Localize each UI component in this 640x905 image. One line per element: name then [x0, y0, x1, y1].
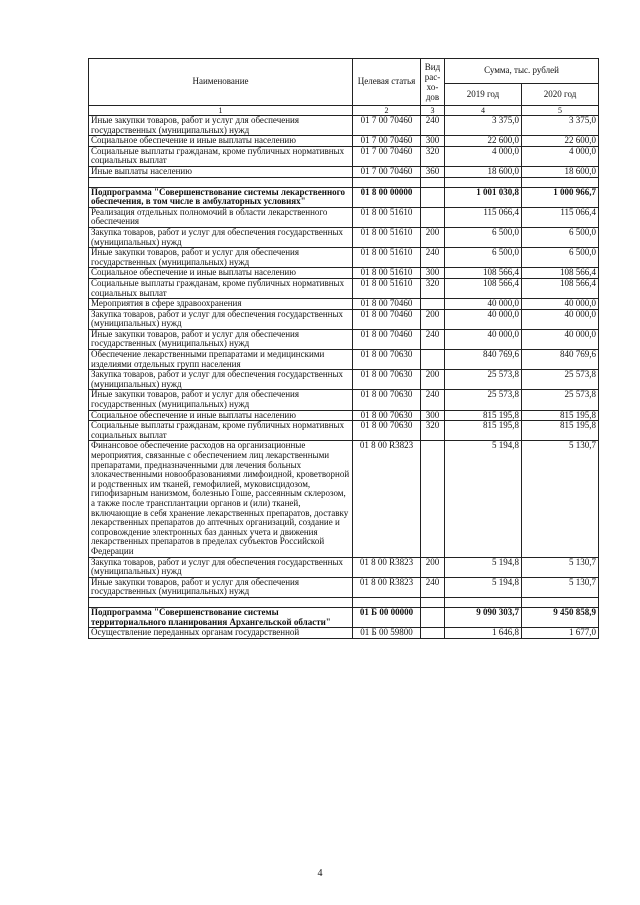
table-row: [89, 309, 599, 329]
spacer-cell: [421, 597, 445, 607]
header-expense-type: Вид рас- хо- дов: [421, 59, 445, 106]
row-expense-type-cell: 240: [421, 116, 445, 136]
row-expense-type-cell: 200: [421, 309, 445, 329]
row-expense-type-cell: 200: [421, 227, 445, 247]
row-value-2019-cell: 815 195,8: [445, 421, 522, 441]
table-row: [89, 166, 599, 177]
row-value-2019-cell: 815 195,8: [445, 410, 522, 421]
row-value-2019-cell: 5 194,8: [445, 441, 522, 557]
row-code-cell: 01 8 00 51610: [353, 268, 421, 279]
spacer-cell: [89, 177, 353, 187]
table-row: [89, 248, 599, 268]
row-value-2019-cell: 22 600,0: [445, 136, 522, 147]
table-row: [89, 421, 599, 441]
row-expense-type-cell: [421, 350, 445, 370]
row-value-2019-cell: 18 600,0: [445, 166, 522, 177]
row-name-cell: Иные закупки товаров, работ и услуг для обеспечения государственных (муниципальных) нужд: [89, 116, 353, 136]
row-expense-type-cell: 240: [421, 390, 445, 410]
row-value-2019-cell: 4 000,0: [445, 146, 522, 166]
row-value-2020-cell: 1 000 966,7: [522, 187, 599, 207]
row-expense-type-cell: 200: [421, 557, 445, 577]
row-name-cell: Социальное обеспечение и иные выплаты населению: [89, 136, 353, 147]
budget-table: [88, 58, 599, 639]
table-row: [89, 278, 599, 298]
table-row: [89, 136, 599, 147]
row-code-cell: 01 7 00 70460: [353, 166, 421, 177]
row-value-2020-cell: 40 000,0: [522, 329, 599, 349]
row-code-cell: 01 8 00 70630: [353, 410, 421, 421]
table-row: [89, 146, 599, 166]
table-row: [89, 207, 599, 227]
row-code-cell: 01 8 00 R3823: [353, 441, 421, 557]
row-expense-type-cell: [421, 607, 445, 627]
row-name-cell: Иные выплаты населению: [89, 166, 353, 177]
row-code-cell: 01 8 00 70630: [353, 350, 421, 370]
row-value-2020-cell: 4 000,0: [522, 146, 599, 166]
column-numbers-row: [89, 106, 599, 116]
column-number: 5: [522, 106, 599, 116]
row-code-cell: 01 8 00 R3823: [353, 557, 421, 577]
row-value-2019-cell: 6 500,0: [445, 248, 522, 268]
table-row: [89, 628, 599, 639]
spacer-cell: [353, 177, 421, 187]
column-number: 4: [445, 106, 522, 116]
row-expense-type-cell: 240: [421, 329, 445, 349]
table-row: [89, 299, 599, 310]
row-name-cell: Социальные выплаты гражданам, кроме публичных нормативных социальных выплат: [89, 421, 353, 441]
table-row: [89, 390, 599, 410]
spacer-cell: [522, 177, 599, 187]
row-value-2019-cell: 25 573,8: [445, 370, 522, 390]
row-code-cell: 01 8 00 51610: [353, 278, 421, 298]
row-code-cell: 01 8 00 70630: [353, 421, 421, 441]
row-name-cell: Социальные выплаты гражданам, кроме публичных нормативных социальных выплат: [89, 146, 353, 166]
row-code-cell: 01 8 00 70630: [353, 390, 421, 410]
row-value-2019-cell: 115 066,4: [445, 207, 522, 227]
row-expense-type-cell: [421, 187, 445, 207]
row-code-cell: 01 7 00 70460: [353, 136, 421, 147]
row-expense-type-cell: 360: [421, 166, 445, 177]
spacer-cell: [445, 177, 522, 187]
row-expense-type-cell: 240: [421, 248, 445, 268]
row-value-2020-cell: 3 375,0: [522, 116, 599, 136]
row-value-2020-cell: 108 566,4: [522, 278, 599, 298]
table-row: [89, 329, 599, 349]
row-value-2020-cell: 5 130,7: [522, 441, 599, 557]
row-value-2019-cell: 6 500,0: [445, 227, 522, 247]
row-value-2019-cell: 840 769,6: [445, 350, 522, 370]
row-name-cell: Мероприятия в сфере здравоохранения: [89, 299, 353, 310]
row-name-cell: Иные закупки товаров, работ и услуг для обеспечения государственных (муниципальных) нужд: [89, 248, 353, 268]
row-expense-type-cell: 320: [421, 146, 445, 166]
spacer-cell: [445, 597, 522, 607]
row-value-2020-cell: 9 450 858,9: [522, 607, 599, 627]
row-code-cell: 01 Б 00 59800: [353, 628, 421, 639]
row-value-2019-cell: 1 001 030,8: [445, 187, 522, 207]
row-expense-type-cell: 320: [421, 421, 445, 441]
row-value-2019-cell: 25 573,8: [445, 390, 522, 410]
header-row: [89, 59, 599, 84]
spacer-cell: [89, 597, 353, 607]
row-name-cell: Реализация отдельных полномочий в области лекарственного обеспечения: [89, 207, 353, 227]
row-code-cell: 01 8 00 00000: [353, 187, 421, 207]
row-value-2020-cell: 6 500,0: [522, 227, 599, 247]
row-code-cell: 01 8 00 70460: [353, 299, 421, 310]
row-value-2020-cell: 5 130,7: [522, 577, 599, 597]
row-value-2019-cell: 5 194,8: [445, 557, 522, 577]
spacer-cell: [522, 597, 599, 607]
spacer-row: [89, 597, 599, 607]
row-value-2020-cell: 115 066,4: [522, 207, 599, 227]
row-value-2020-cell: 25 573,8: [522, 390, 599, 410]
row-expense-type-cell: 320: [421, 278, 445, 298]
row-value-2020-cell: 40 000,0: [522, 299, 599, 310]
row-expense-type-cell: 300: [421, 410, 445, 421]
row-value-2019-cell: 5 194,8: [445, 577, 522, 597]
spacer-cell: [353, 597, 421, 607]
table-row: [89, 410, 599, 421]
spacer-row: [89, 177, 599, 187]
row-expense-type-cell: [421, 441, 445, 557]
row-value-2020-cell: 40 000,0: [522, 309, 599, 329]
row-value-2019-cell: 9 090 303,7: [445, 607, 522, 627]
row-expense-type-cell: [421, 207, 445, 227]
page-number: 4: [317, 868, 323, 879]
row-code-cell: 01 7 00 70460: [353, 146, 421, 166]
row-value-2020-cell: 840 769,6: [522, 350, 599, 370]
column-number: 1: [89, 106, 353, 116]
row-value-2019-cell: 40 000,0: [445, 329, 522, 349]
table-row: [89, 441, 599, 557]
table-row: [89, 227, 599, 247]
column-number: 2: [353, 106, 421, 116]
row-value-2020-cell: 815 195,8: [522, 410, 599, 421]
table-row: [89, 370, 599, 390]
row-name-cell: Иные закупки товаров, работ и услуг для обеспечения государственных (муниципальных) нужд: [89, 329, 353, 349]
row-expense-type-cell: 200: [421, 370, 445, 390]
row-code-cell: 01 8 00 51610: [353, 227, 421, 247]
row-value-2020-cell: 815 195,8: [522, 421, 599, 441]
table-row: [89, 268, 599, 279]
row-expense-type-cell: 240: [421, 577, 445, 597]
row-expense-type-cell: 300: [421, 268, 445, 279]
row-value-2020-cell: 1 677,0: [522, 628, 599, 639]
row-name-cell: Закупка товаров, работ и услуг для обеспечения государственных (муниципальных) нужд: [89, 227, 353, 247]
header-year-2019: 2019 год: [445, 84, 522, 106]
table-row: [89, 350, 599, 370]
row-value-2019-cell: 108 566,4: [445, 268, 522, 279]
row-code-cell: 01 8 00 70460: [353, 329, 421, 349]
spacer-cell: [421, 177, 445, 187]
row-value-2020-cell: 108 566,4: [522, 268, 599, 279]
row-value-2019-cell: 40 000,0: [445, 299, 522, 310]
row-name-cell: Подпрограмма "Совершенствование системы территориального планирования Архангельской области": [89, 607, 353, 627]
row-value-2020-cell: 22 600,0: [522, 136, 599, 147]
row-name-cell: Социальное обеспечение и иные выплаты населению: [89, 410, 353, 421]
row-value-2020-cell: 6 500,0: [522, 248, 599, 268]
row-value-2019-cell: 3 375,0: [445, 116, 522, 136]
header-name: Наименование: [89, 59, 353, 106]
row-name-cell: Социальное обеспечение и иные выплаты населению: [89, 268, 353, 279]
header-sum: Сумма, тыс. рублей: [445, 59, 599, 84]
budget-table-body: [89, 59, 599, 639]
row-name-cell: Иные закупки товаров, работ и услуг для обеспечения государственных (муниципальных) нужд: [89, 577, 353, 597]
row-value-2019-cell: 40 000,0: [445, 309, 522, 329]
row-code-cell: 01 8 00 70630: [353, 370, 421, 390]
table-row: [89, 577, 599, 597]
row-name-cell: Закупка товаров, работ и услуг для обеспечения государственных (муниципальных) нужд: [89, 309, 353, 329]
row-name-cell: Закупка товаров, работ и услуг для обеспечения государственных (муниципальных) нужд: [89, 370, 353, 390]
header-year-2020: 2020 год: [522, 84, 599, 106]
row-code-cell: 01 8 00 R3823: [353, 577, 421, 597]
table-row: [89, 116, 599, 136]
subprogram-row: [89, 607, 599, 627]
row-value-2020-cell: 25 573,8: [522, 370, 599, 390]
row-name-cell: Осуществление переданных органам государственной: [89, 628, 353, 639]
subprogram-row: [89, 187, 599, 207]
row-expense-type-cell: 300: [421, 136, 445, 147]
row-value-2020-cell: 5 130,7: [522, 557, 599, 577]
row-name-cell: Подпрограмма "Совершенствование системы лекарственного обеспечения, в том числе в амбулаторных условиях": [89, 187, 353, 207]
table-row: [89, 557, 599, 577]
row-expense-type-cell: [421, 628, 445, 639]
row-code-cell: 01 8 00 51610: [353, 207, 421, 227]
row-name-cell: Иные закупки товаров, работ и услуг для обеспечения государственных (муниципальных) нужд: [89, 390, 353, 410]
row-code-cell: 01 8 00 51610: [353, 248, 421, 268]
header-code: Целевая статья: [353, 59, 421, 106]
row-value-2020-cell: 18 600,0: [522, 166, 599, 177]
row-code-cell: 01 Б 00 00000: [353, 607, 421, 627]
row-name-cell: Обеспечение лекарственными препаратами и медицинскими изделиями отдельных групп населения: [89, 350, 353, 370]
row-name-cell: Закупка товаров, работ и услуг для обеспечения государственных (муниципальных) нужд: [89, 557, 353, 577]
row-name-cell: Социальные выплаты гражданам, кроме публичных нормативных социальных выплат: [89, 278, 353, 298]
row-code-cell: 01 8 00 70460: [353, 309, 421, 329]
row-value-2019-cell: 108 566,4: [445, 278, 522, 298]
column-number: 3: [421, 106, 445, 116]
row-name-cell: Финансовое обеспечение расходов на организационные мероприятия, связанные с обеспечением лиц лекарственными препаратами, предназначенными для лечения больных злокачественными новообразованиями лимфоидной, кроветворной и родственных им тканей, гемофилией, муковисцидозом, гипофизарным нанизмом, болезнью Гоше, рассеянным склерозом, а также после трансплантации органов и (или) тканей, включающие в себя хранение лекарственных препаратов, доставку лекарственных препаратов до аптечных организаций, создание и сопровождение электронных баз данных учета и движения лекарственных препаратов в пределах субъектов Российской Федерации: [89, 441, 353, 557]
row-value-2019-cell: 1 646,8: [445, 628, 522, 639]
row-code-cell: 01 7 00 70460: [353, 116, 421, 136]
row-expense-type-cell: [421, 299, 445, 310]
